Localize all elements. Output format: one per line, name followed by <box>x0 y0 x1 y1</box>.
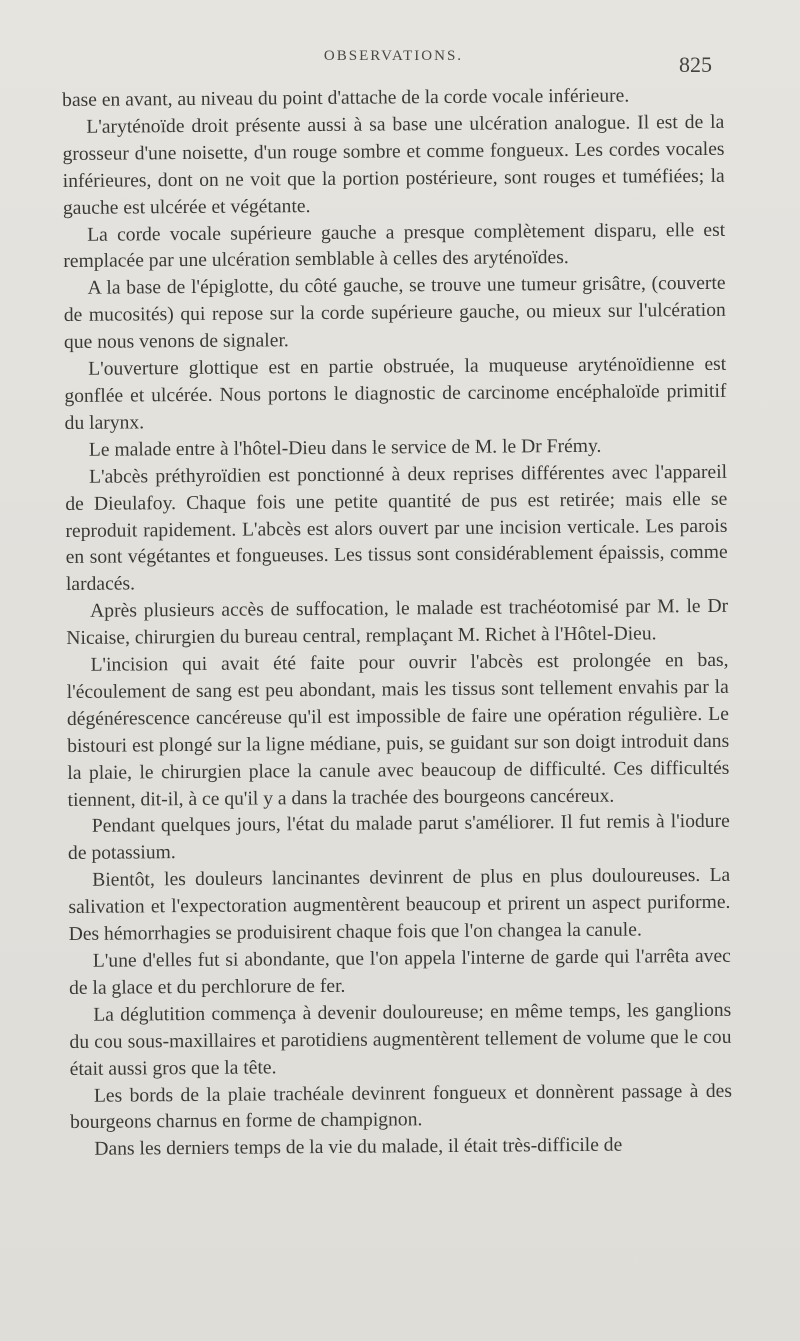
paragraph: A la base de l'épiglotte, du côté gauche, se trouve une tumeur grisâtre, (couverte de mucosités) qui repose sur la corde supérieure gauche, ou mieux sur l'ulcération que nous venons de signaler. <box>63 273 726 354</box>
page-body <box>62 83 732 1164</box>
running-head: OBSERVATIONS. <box>323 48 464 64</box>
paragraph: La déglutition commença à devenir douloureuse; en même temps, les ganglions du cou sous-maxillaires et parotidiens augmentèrent tellement de volume que le cou était aussi gros que la tête. <box>69 999 732 1080</box>
paragraph: L'ouverture glottique est en partie obstruée, la muqueuse aryténoïdienne est gonflée et ulcérée. Nous portons le diagnostic de carcinome encéphaloïde primitif du larynx. <box>64 353 727 434</box>
paragraph: L'aryténoïde droit présente aussi à sa base une ulcération analogue. Il est de la grosseur d'une noisette, d'un rouge sombre et comme fongueux. Les cordes vocales inférieures, dont on ne voit que la portion postérieure, sont rouges et tuméfiées; la gauche est ulcérée et végétante. <box>62 111 725 219</box>
paragraph: Bientôt, les douleurs lancinantes devinrent de plus en plus douloureuses. La salivation et l'expectoration augmentèrent beaucoup et prirent un aspect puriforme. Des hémorrhagies se produisirent chaque fois que l'on changea la canule. <box>68 865 731 946</box>
paragraph: Les bords de la plaie trachéale devinrent fongueux et donnèrent passage à des bourgeons charnus en forme de champignon. <box>70 1080 732 1134</box>
paragraph-continued: base en avant, au niveau du point d'attache de la corde vocale inférieure. <box>62 85 630 111</box>
paragraph: L'une d'elles fut si abondante, que l'on appela l'interne de garde qui l'arrêta avec de la glace et du perchlorure de fer. <box>68 945 731 999</box>
paragraph: Dans les derniers temps de la vie du malade, il était très-difficile de <box>94 1134 623 1161</box>
page-header <box>75 48 712 78</box>
paragraph: Après plusieurs accès de suffocation, le malade est trachéotomisé par M. le Dr Nicaise, chirurgien du bureau central, remplaçant M. Richet à l'Hôtel-Dieu. <box>66 596 729 650</box>
paragraph: L'incision qui avait été faite pour ouvrir l'abcès est prolongée en bas, l'écoulement de sang est peu abondant, mais les tissus sont tellement envahis par la dégénérescence cancéreuse qu'il est impossible de faire une opération régulière. Le bistouri est plongé sur la ligne médiane, puis, se guidant sur son doigt introduit dans la plaie, le chirurgien place la canule avec beaucoup de difficulté. Ces difficultés tiennent, dit-il, à ce qu'il y a dans la trachée des bourgeons cancéreux. <box>66 649 730 811</box>
paragraph: Pendant quelques jours, l'état du malade parut s'améliorer. Il fut remis à l'iodure de potassium. <box>67 811 730 865</box>
paragraph: L'abcès préthyroïdien est ponctionné à deux reprises différentes avec l'appareil de Dieulafoy. Chaque fois une petite quantité de pus est retirée; mais elle se reproduit rapidement. L'abcès est alors ouvert par une incision verticale. Les parois en sont végétantes et fongueuses. Les tissus sont considérablement épaissis, comme lardacés. <box>65 461 728 596</box>
paragraph: Le malade entre à l'hôtel-Dieu dans le service de M. le Dr Frémy. <box>88 435 602 461</box>
page-number: 825 <box>679 52 712 77</box>
paragraph: La corde vocale supérieure gauche a presque complètement disparu, elle est remplacée par une ulcération semblable à celles des aryténoïdes. <box>63 219 726 273</box>
